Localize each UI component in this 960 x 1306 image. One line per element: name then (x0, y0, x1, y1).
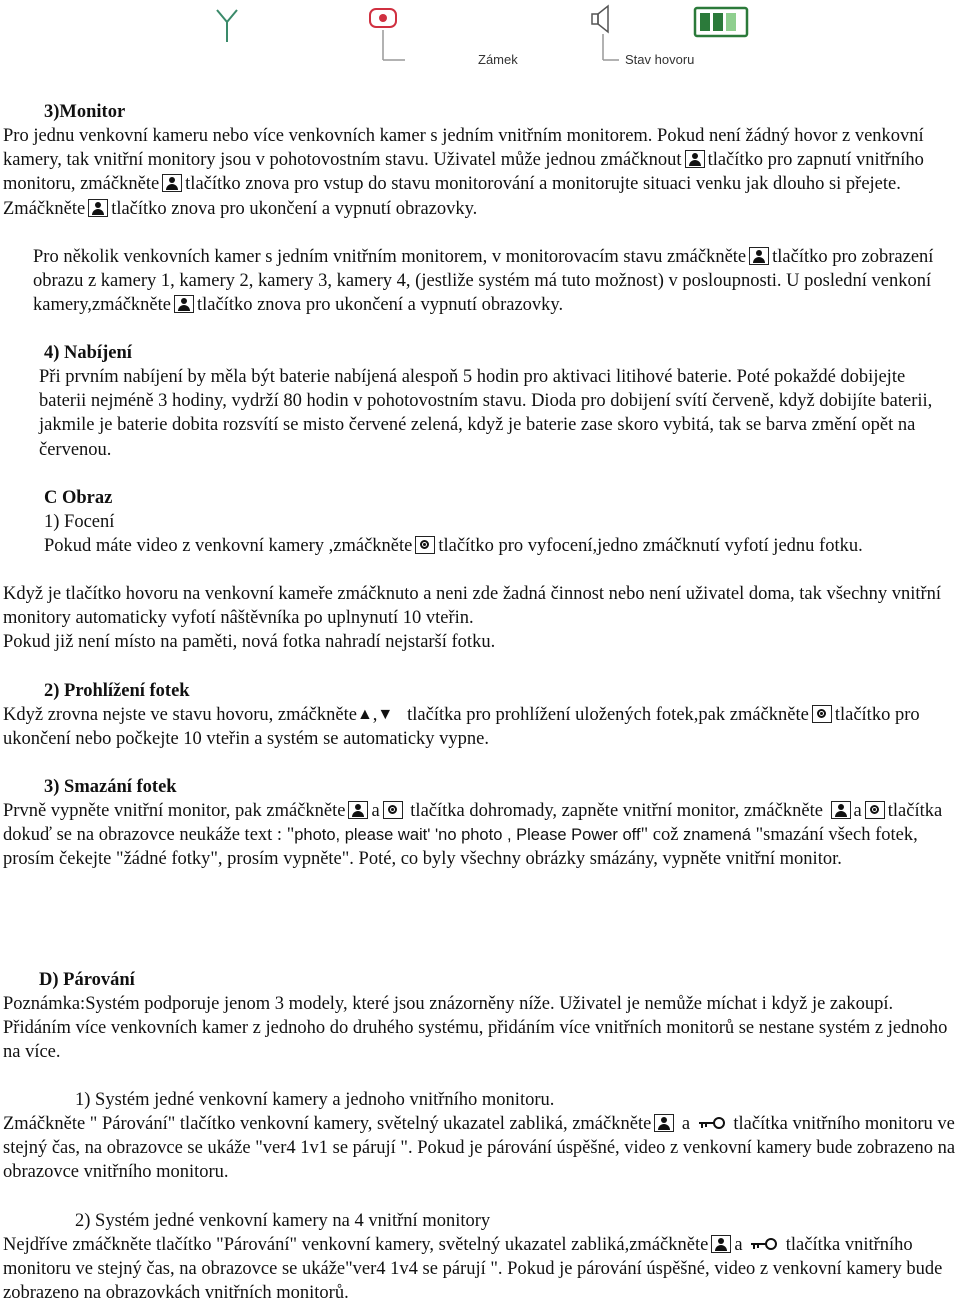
monitor-button-icon (174, 295, 194, 313)
monitor-button-icon (831, 801, 851, 819)
pairing-subheading-2: 2) Systém jedné venkovní kamery na 4 vnitřní monitory (75, 1211, 491, 1231)
delete-photos-heading: 3) Smazání fotek (44, 777, 177, 797)
lock-label: Zámek (478, 52, 518, 67)
monitor-button-icon (348, 801, 368, 819)
monitor-button-icon (654, 1114, 674, 1132)
down-arrow-icon: ▼ (377, 706, 394, 723)
photo-paragraph-3: Pokud již není místo na paměti, nová fotka nahradí nejstarší fotku. (3, 632, 496, 652)
monitor-paragraph-2: Pro několik venkovních kamer s jedním vnitřním monitorem, v monitorovacím stavu zmáčkněte tlačítko pro zobrazení obrazu z kamery 1, kamery 2, kamery 3, kamery 4, (jestliže systém má tuto možnost) v posloupnosti. U poslední venkoní kamery,zmáčkněte tlačítko znova pro ukončení a vypnutí obrazovky. (33, 247, 934, 316)
browse-photos-paragraph: Když zrovna nejste ve stavu hovoru, zmáčkněte▲,▼ tlačítka pro prohlížení uložených fotek,pak zmáčkněte tlačítko pro ukončení nebo počkejte 10 vteřin a systém se automaticky vypne. (3, 705, 920, 750)
photo-paragraph-2: Když je tlačítko hovoru na venkovní kameře zmáčknuto a neni zde žadná činnost nebo není uživatel doma, tak všechny vnitřní monitory automaticky vyfotí nâštěvníka po uplnynutí 10 vteřin. (3, 584, 942, 629)
charging-paragraph: Při prvním nabíjení by měla být baterie nabíjená alespoň 5 hodin pro aktivaci litihové baterie. Poté pokaždé dobijejte baterii nejméně 3 hodiny, vydrží 80 hodin v pohotovostním stavu. Dioda pro dobijení svítí červeně, když dobijíte baterii, jakmile je baterie dobita rozsvítí se misto červené zelená, když je baterie zase skoro vybitá, tak se barva změní opět na červenou. (39, 367, 933, 460)
monitor-button-icon (88, 199, 108, 217)
pairing-heading: D) Párování (39, 970, 135, 990)
indicator-icons (205, 0, 755, 82)
key-icon (698, 1116, 726, 1130)
key-icon (750, 1237, 778, 1251)
delete-photos-paragraph: Prvně vypněte vnitřní monitor, pak zmáčkněte a tlačítka dohromady, zapněte vnitřní monitor, zmáčkněte a tlačítka dokuď se na obrazovce neukáže text : "photo, please wait' 'no photo , Please Power off" což znamená "smazání všech fotek, prosím čekejte "žádné fotky", prosím vypněte". Poté, co byly všechny obrázky smázány, vypněte vnitřní monitor. (3, 801, 943, 870)
image-section-heading: C Obraz (44, 488, 113, 508)
monitor-button-icon (685, 150, 705, 168)
monitor-button-icon (749, 247, 769, 265)
call-status-label: Stav hovoru (625, 52, 695, 67)
camera-button-icon (415, 536, 435, 554)
speaker-icon (592, 6, 619, 60)
up-arrow-icon: ▲ (356, 706, 373, 723)
monitor-button-icon (711, 1235, 731, 1253)
photo-subheading: 1) Focení (44, 512, 115, 532)
camera-button-icon (865, 801, 885, 819)
top-illustration (205, 0, 755, 82)
pairing-subheading-1: 1) Systém jedné venkovní kamery a jednoho vnitřního monitoru. (75, 1090, 555, 1110)
camera-button-icon (812, 705, 832, 723)
pairing-note: Poznámka:Systém podporuje jenom 3 modely, které jsou znázorněny níže. Uživatel je nemůže míchat i když je zakoupí. Přidáním více venkovních kamer z jednoho do druhého systému, přidáním více vnitřních monitorů se nestane systém z jednoho na více. (3, 994, 948, 1063)
camera-button-icon (383, 801, 403, 819)
lock-indicator-icon (370, 9, 405, 60)
photo-paragraph-1: Pokud máte video z venkovní kamery ,zmáčkněte tlačítko pro vyfocení,jedno zmáčknutí vyfotí jednu fotku. (44, 536, 863, 556)
monitor-button-icon (162, 174, 182, 192)
antenna-icon (217, 10, 237, 42)
pairing-paragraph-2: Nejdříve zmáčkněte tlačítko "Párování" venkovní kamery, světelný ukazatel zabliká,zmáčkněte a tlačítka vnitřního monitoru ve stejný čas, na obrazovce se ukáže"ver4 1v4 se párují ". Pokud je párování úspěšné, video z venkovní kamery bude zobrazeno na obrazovkách vnitřních monitorů. (3, 1235, 943, 1304)
charging-heading: 4) Nabíjení (44, 343, 132, 363)
pairing-paragraph-1: Zmáčkněte " Párování" tlačítko venkovní kamery, světelný ukazatel zabliká, zmáčkněte a tlačítka vnitřního monitoru ve stejný čas, na obrazovce se ukáže "ver4 1v1 se párují ". Pokud je párování úspěšné, video z venkovní kamery bude zobrazeno na obrazovce vnitřního monitoru. (3, 1114, 956, 1183)
monitor-paragraph-1: Pro jednu venkovní kameru nebo více venkovních kamer s jedním vnitřním monitorem. Pokud není žádný hovor z venkovní kamery, tak vnitřní monitory jsou v pohotovostním stavu. Uživatel může jednou zmáčknout tlačítko pro zapnutí vnitřního monitoru, zmáčkněte tlačítko znova pro vstup do stavu monitorování a monitorujte situaci venku jak dlouho si přejete. Zmáčkněte tlačítko znova pro ukončení a vypnutí obrazovky. (3, 126, 924, 219)
monitor-heading: 3)Monitor (44, 102, 126, 122)
browse-photos-heading: 2) Prohlížení fotek (44, 681, 190, 701)
battery-icon (695, 8, 747, 36)
